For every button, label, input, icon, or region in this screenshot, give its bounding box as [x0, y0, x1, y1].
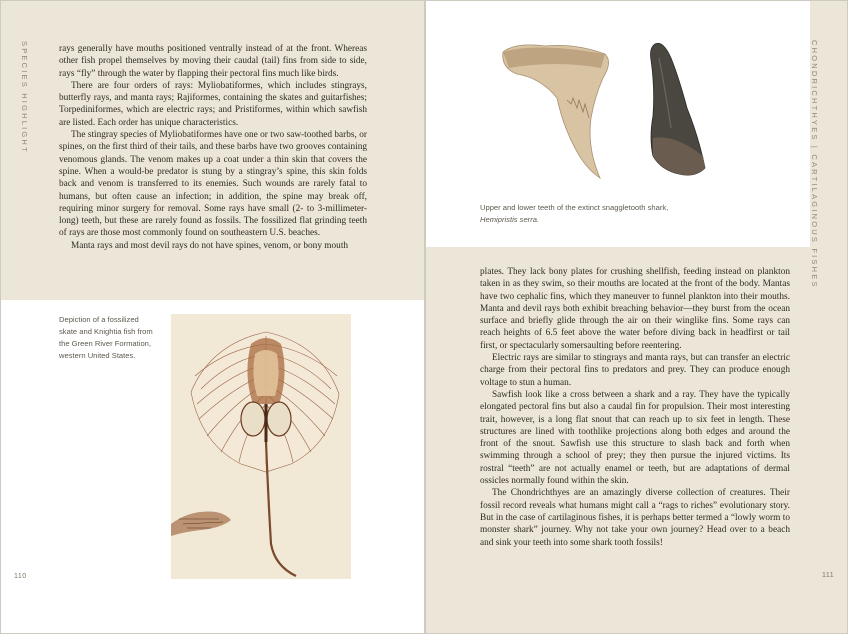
page-number-right: 111 [822, 572, 835, 579]
shark-teeth-illustration [495, 38, 735, 188]
figure-caption-left: Depiction of a fossilized skate and Knightia fish from the Green River Formation, western United States. [59, 315, 153, 360]
paragraph: Electric rays are similar to stingrays and manta rays, but can transfer an electric charge from their pectoral fins to predators and prey. They can produce enough voltage to stun a human. [480, 353, 790, 388]
shark-teeth-icon [495, 38, 735, 188]
caption-line: Upper and lower teeth of the extinct snaggletooth shark, [480, 203, 669, 212]
body-text-right [480, 266, 790, 549]
caption-species-name: Hemipristis serra. [480, 215, 540, 224]
skate-fossil-icon [171, 314, 351, 579]
body-text-left [59, 43, 367, 252]
skate-fossil-illustration [171, 314, 351, 579]
left-page [0, 0, 425, 634]
paragraph: Sawfish look like a cross between a shark and a ray. They have the typically elongated pectoral fins but also a caudal fin for propulsion. Their most interesting trait, however, is a long flat snout that can reach up to six feet in length. These structures are lined with toothlike projections along both edges and around the front of the snout. Sawfish use this structure to slash back and forth when swimming through a school of prey; they then pursue the injured victims. Its rostral “teeth” are not actually enamel or teeth, but are adaptations of dermal ossicles normally found within the skin. [480, 389, 790, 487]
paragraph: The Chondrichthyes are an amazingly diverse collection of creatures. Their fossil record reveals what humans might call a “rags to riches” evolutionary story. But in the case of cartilaginous fishes, it is perhaps better termed a “lowly worm to monster shark” journey. Why not take your own journey? Head over to a beach and sink your teeth into some shark tooth fossils! [480, 488, 790, 548]
running-head-left: SPECIES HIGHLIGHT [20, 41, 29, 154]
figure-caption-right [480, 202, 730, 226]
running-head-label: CHONDRICHTHYES | CARTILAGINOUS FISHES [810, 40, 819, 289]
page-number-left: 110 [14, 573, 27, 580]
paragraph: The stingray species of Myliobatiformes have one or two saw-toothed barbs, or spines, on the first third of their tails, and these barbs have two grooves containing venomous glands. The venom makes up a coat under a thin skin that covers the spine. When a would-be predator is stung by a stingray’s spine, this skin folds back and venom is transferred to its enemies. Such wounds are rarely fatal to humans, but often cause an infection; in addition, the spine may break off, requiring minor surgery for removal. Some rays have small (2- to 3-millimeter-long) teeth, but these are rarely found as fossils. The fossilized flat grinding teeth of rays are those most commonly found on southeastern U.S. beaches. [59, 130, 367, 239]
paragraph: plates. They lack bony plates for crushing shellfish, feeding instead on plankton taken in as they swim, so their mouths are located at the front of the body. Mantas have two cephalic fins, which they maneuver to funnel plankton into their mouths. Manta and devil rays both exhibit breaching behavior—they burst from the ocean surface and briefly glide through the air on their winglike fins. Some rays can reach heights of 6.5 feet above the water before diving back in headfirst or tail first, or spectacularly somersaulting before reentering. [480, 267, 790, 351]
paragraph: Manta rays and most devil rays do not have spines, venom, or bony mouth [71, 240, 349, 251]
paragraph: There are four orders of rays: Myliobatiformes, which includes stingrays, butterfly rays, and manta rays; Rajiformes, containing the skates and guitarfishes; Torpediniformes, which are electric rays; and Pristiformes, within which sawfish are listed. Each order has unique characteristics. [59, 80, 367, 128]
paragraph: rays generally have mouths positioned ventrally instead of at the front. Whereas other fish propel themselves by moving their caudal (tail) fins from side to side, rays “fly” through the water by flapping their pectoral fins much like birds. [59, 44, 367, 79]
